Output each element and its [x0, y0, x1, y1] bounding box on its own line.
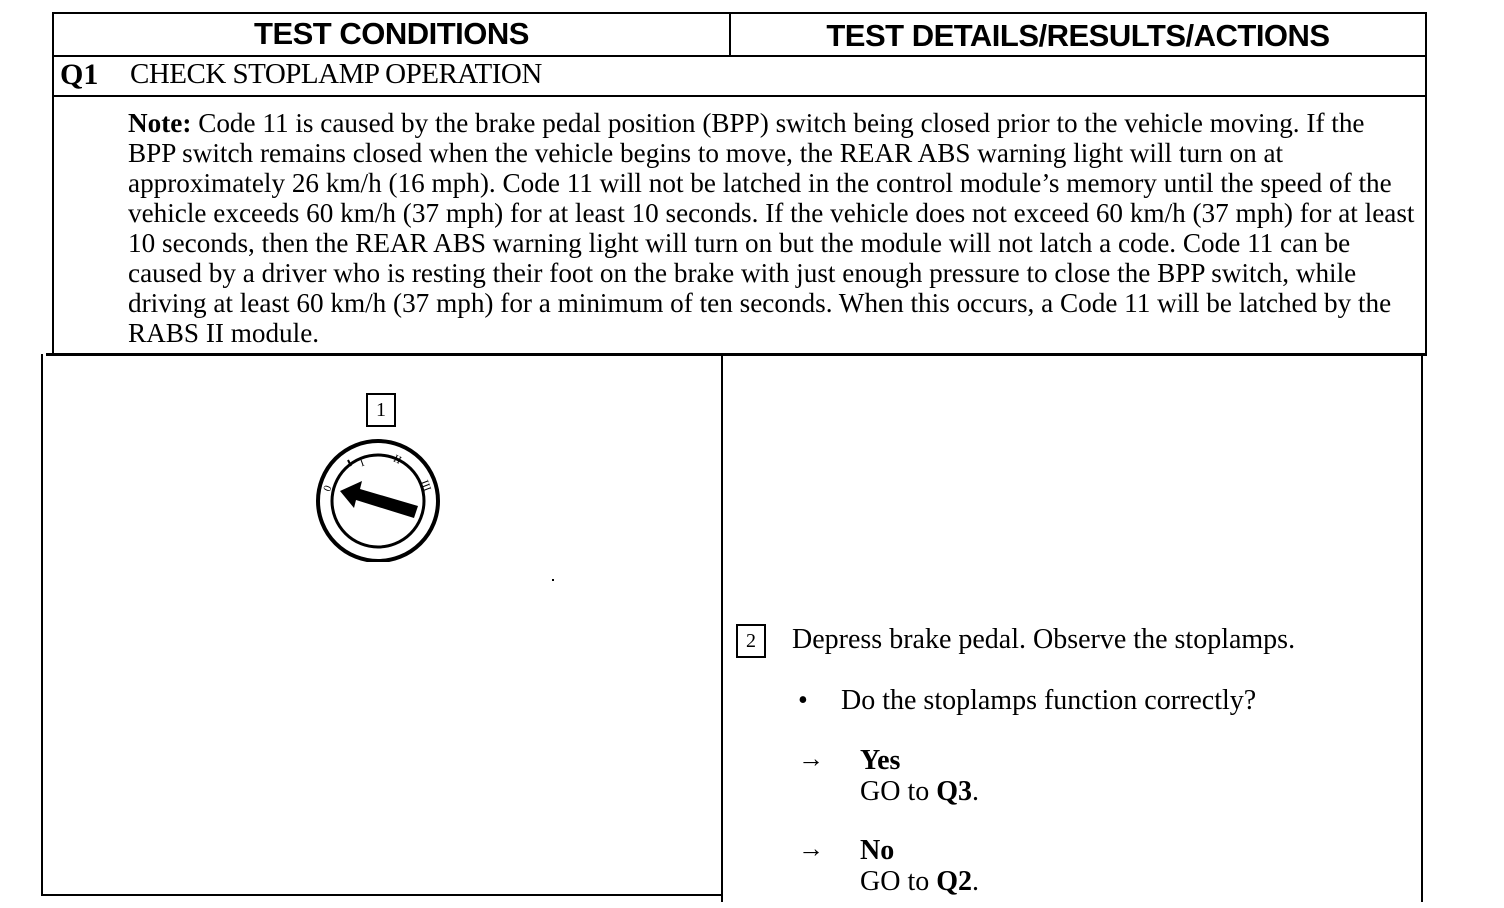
- header-test-conditions: TEST CONDITIONS: [254, 16, 529, 51]
- answer-no: [860, 835, 979, 897]
- answer-no-action: GO to Q2.: [860, 866, 980, 897]
- ignition-label-0: 0: [321, 483, 335, 494]
- no-arrow-icon: →: [798, 834, 824, 863]
- table-right-border: [1425, 12, 1427, 356]
- question-title: CHECK STOPLAMP OPERATION: [130, 58, 542, 90]
- ignition-switch-illustration: [310, 438, 450, 562]
- ignition-label-III: III: [418, 478, 434, 493]
- table-left-border-upper: [52, 12, 54, 354]
- answer-yes: [860, 745, 979, 807]
- step-2-instruction: Depress brake pedal. Observe the stoplamps.: [792, 624, 1296, 655]
- step-2-box: 2: [736, 624, 766, 658]
- ignition-label-II: II: [391, 452, 404, 467]
- answer-yes-action: GO to Q3.: [860, 776, 980, 807]
- note-bottom-border: [46, 353, 1427, 356]
- note-paragraph: [128, 108, 1418, 348]
- answer-yes-label: Yes: [860, 745, 901, 776]
- note-label: Note:: [128, 108, 192, 138]
- yes-arrow-icon: →: [798, 744, 824, 773]
- note-text: Code 11 is caused by the brake pedal position (BPP) switch being closed prior to the vehicle moving. If the BPP switch remains closed when the vehicle begins to move, the REAR ABS warning light will turn on at approximately 26 km/h (16 mph). Code 11 will not be latched in the control module’s memory until the speed of the vehicle exceeds 60 km/h (37 mph) for at least 10 seconds. If the vehicle does not exceed 60 km/h (37 mph) for at least 10 seconds, then the REAR ABS warning light will turn on but the module will not latch a code. Code 11 can be caused by a driver who is resting their foot on the brake with just enough pressure to close the BPP switch, while driving at least 60 km/h (37 mph) for a minimum of ten seconds. When this occurs, a Code 11 will be latched by the RABS II module.: [128, 108, 1415, 348]
- table-bottom-border: [41, 894, 723, 896]
- answer-yes-target: Q3: [936, 776, 973, 807]
- header-test-details: TEST DETAILS/RESULTS/ACTIONS: [826, 18, 1330, 53]
- title-bottom-border: [53, 95, 1427, 97]
- answer-no-label: No: [860, 835, 895, 866]
- body-divider-vertical: [721, 354, 723, 902]
- answer-no-target: Q2: [936, 866, 973, 897]
- step-1-box: 1: [366, 393, 396, 427]
- question-id: Q1: [60, 58, 99, 91]
- ignition-label-I: I: [358, 456, 366, 470]
- table-left-border-lower: [41, 354, 43, 896]
- stray-dot: [552, 579, 554, 581]
- question-bullet: •: [798, 685, 808, 716]
- step-2-question: Do the stoplamps function correctly?: [841, 685, 1257, 716]
- table-right-border-lower: [1421, 354, 1423, 902]
